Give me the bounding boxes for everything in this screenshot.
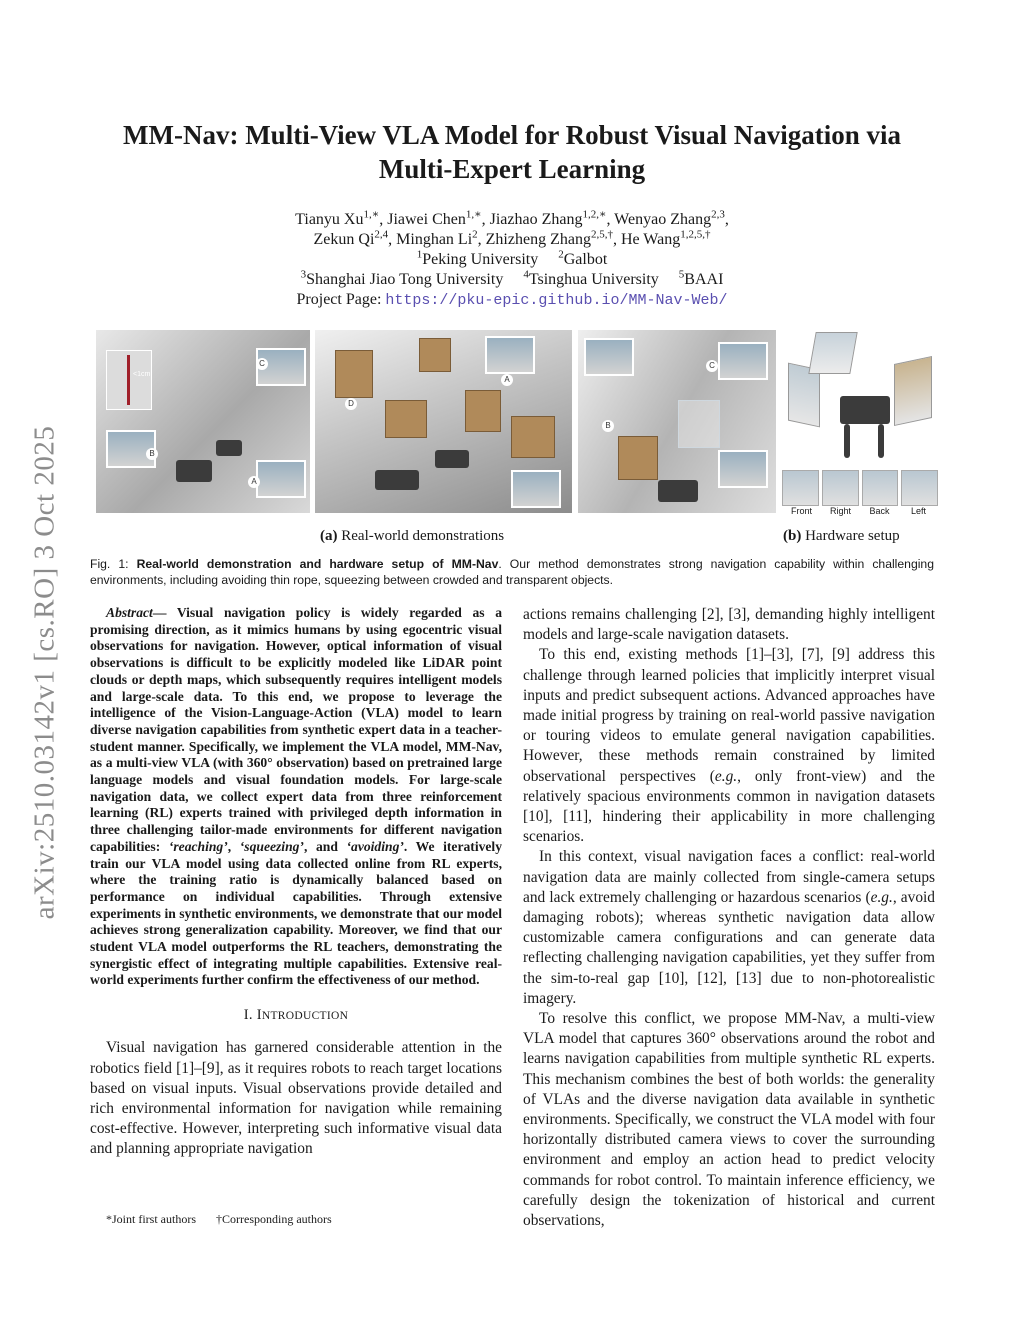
right-column	[523, 605, 935, 1231]
separator: , and	[303, 838, 347, 854]
figure-caption	[90, 556, 934, 588]
author-line-2: Zekun Qi$^{2,4}$, Minghan Li$^2$, Zhizheng Zhang$^{2,5,\dagger}$, He Wang$^{1,2,5,\dagger}$	[313, 228, 711, 248]
subcaption-b	[783, 528, 900, 545]
front-view-image	[782, 470, 819, 506]
inset-label: <1cm	[133, 371, 151, 378]
cam-label-left: Left	[910, 506, 926, 516]
camera-inset	[718, 450, 768, 488]
author-sup: 2,4	[374, 228, 389, 241]
affiliation: Tsinghua University	[528, 271, 659, 288]
author-line-1: Tianyu $Xu^{1,∗}$, Jiawei Chen$^{1,∗}$, Jiazhao Zhang$^{1,2,∗}$, Wenyao Zhang$^{2,3}$,	[295, 208, 729, 228]
demo-photo-transparent-objects	[578, 330, 776, 513]
box-shape	[511, 416, 555, 458]
section-rest: NTRODUCTION	[261, 1010, 349, 1023]
cam-label-back: Back	[869, 506, 890, 516]
right-paragraph-3: To resolve this conflict, we propose MM-Nav, a multi-view VLA model that captures 360° observations around the robot and learns navigation capabilities from multiple synthetic RL experts. This mechanism combines the best of both worlds: the generality of VLAs and the diverse navigation data available in synthetic environments. Specifically, we construct the VLA model with four horizontally distributed camera views to cover the surrounding environment and employ an action head to predict velocity commands for robot control. To maintain inference efficiency, we carefully design the tokenization of historical and current observations,	[523, 1010, 935, 1230]
author-name: Wenyao Zhang	[614, 211, 712, 228]
box-shape	[385, 400, 427, 438]
author-block	[90, 210, 934, 311]
waypoint-tag: C	[706, 360, 718, 372]
robot-leg-shape	[844, 424, 850, 458]
author-name: Tianyu Xu	[295, 211, 364, 228]
author-name: Jiawei Chen	[387, 211, 466, 228]
author-sup: 1,2,∗	[582, 208, 607, 221]
paragraph-text: , avoid damaging robots); whereas synthetic navigation data allow customizable camera configurations and can generate data reflecting challenging navigation capabilities, yet they suffer from the sim-to-real gap [10], [12], [13] due to non-photorealistic imagery.	[523, 888, 936, 1007]
affiliation: BAAI	[684, 271, 724, 288]
author-sup: 1,∗	[363, 208, 380, 221]
figure-1	[96, 330, 938, 520]
section-first-letter: I	[256, 1007, 262, 1024]
caption-prefix: Fig. 1:	[90, 557, 137, 571]
affiliation: Peking University	[422, 251, 539, 268]
affiliation-line-2	[90, 270, 934, 290]
camera-inset	[511, 470, 561, 508]
camera-views-row	[782, 470, 938, 506]
left-column	[90, 605, 502, 1160]
author-sup: 2	[472, 228, 478, 241]
robot-body-shape	[840, 396, 890, 424]
back-view-image	[862, 470, 899, 506]
right-paragraph-2	[523, 847, 935, 1009]
abstract-text: . We iteratively train our VLA model using data collected online from RL experts, where the training ratio is dynamically balanced based on performance on individual capabilities. Through extensive experiments in synthetic environments, we demonstrate that our model achieves strong generalization capability. Moreover, we find that our student VLA model outperforms the RL teachers, demonstrating the synergistic effect of integrating multiple capabilities. Extensive real-world experiments further confirm the effectiveness of our method.	[90, 838, 503, 988]
footnote	[90, 1212, 502, 1227]
subcaption-b-text: Hardware setup	[801, 528, 900, 544]
waypoint-tag: B	[146, 448, 158, 460]
subcaption-a-text: Real-world demonstrations	[337, 528, 505, 544]
project-label: Project Page:	[296, 291, 382, 308]
author-sup: 1,2,5,†	[680, 228, 711, 241]
camera-view-panel	[894, 356, 932, 426]
paragraph-text: , only front-view) and the relatively spacious environments common in navigation datasets [10], [11], hindering their applicability in more challenging scenarios.	[523, 767, 935, 846]
robot-shape	[435, 450, 469, 468]
box-shape	[419, 338, 451, 372]
author-name: Jiazhao Zhang	[489, 211, 583, 228]
title-line-2: Multi-Expert Learning	[378, 154, 646, 184]
section-heading-introduction	[90, 1005, 502, 1026]
affiliation: Galbot	[563, 251, 608, 268]
caption-bold: Real-world demonstration and hardware setup of MM-Nav	[136, 557, 499, 571]
affil-sup: 5	[678, 268, 685, 281]
subcaption-a	[320, 528, 504, 545]
affil-sup: 3	[300, 268, 307, 281]
robot-leg-shape	[878, 424, 884, 458]
arxiv-id: arXiv:2510.03142v1 [cs.RO] 3 Oct 2025	[28, 425, 61, 919]
capability-reaching: ‘reaching’	[168, 838, 228, 854]
author-sup: 2,5,†	[590, 228, 613, 241]
capability-avoiding: ‘avoiding’	[346, 838, 404, 854]
subcaption-b-tag: (b)	[783, 528, 802, 544]
waypoint-tag: C	[256, 358, 268, 370]
project-url-link[interactable]: https://pku-epic.github.io/MM-Nav-Web/	[385, 292, 728, 309]
eg-italic: e.g.	[870, 888, 893, 906]
arxiv-sidebar	[27, 372, 63, 972]
author-name: Zhizheng Zhang	[485, 231, 591, 248]
author-sup: 1,∗	[465, 208, 482, 221]
paragraph-text: In this context, visual navigation faces a conflict: real-world navigation data are mainly collected from single-camera setups and lack extremely challenging or hazardous scenarios (	[523, 848, 935, 906]
paragraph-text: To this end, existing methods [1]–[3], [7], [9] address this challenge through learned policies that implicitly interpret visual inputs and predict subsequent actions. Advanced approaches have made initial progress by training on real-world passive navigation or touring videos to emulate general navigation capabilities. However, these methods remain constrained by limited observational perspectives (	[523, 646, 935, 785]
author-name: He Wang	[620, 231, 681, 248]
author-name: Minghan Li	[396, 231, 473, 248]
robot-shape	[216, 440, 242, 456]
separator: ,	[227, 838, 240, 854]
abstract	[90, 605, 502, 989]
paper-title	[90, 118, 934, 186]
rope-shape	[127, 355, 130, 405]
camera-view-panel	[808, 332, 857, 374]
demo-photo-thin-rope	[96, 330, 310, 513]
intro-paragraph-1: Visual navigation has garnered considerable attention in the robotics field [1]–[9], as it requires robots to reach target locations based on visual inputs. Visual observations provide detailed and rich environmental information for navigation while remaining cost-effective. However, interpreting such informative visual data and planning appropriate navigation	[90, 1039, 502, 1158]
demo-photo-crowded-boxes	[315, 330, 572, 513]
camera-labels	[782, 506, 938, 516]
robot-shape	[375, 470, 419, 490]
subcaption-a-tag: (a)	[320, 528, 338, 544]
title-line-1: MM-Nav: Multi-View VLA Model for Robust Visual Navigation via	[123, 120, 901, 150]
waypoint-tag: A	[248, 476, 260, 488]
capability-squeezing: ‘squeezing’	[239, 838, 304, 854]
abstract-label: Abstract	[106, 605, 153, 620]
author-name: Zekun Qi	[313, 231, 375, 248]
left-view-image	[901, 470, 938, 506]
section-number: I.	[243, 1007, 257, 1024]
transparent-object-shape	[678, 400, 720, 448]
abstract-text: Visual navigation policy is widely regarded as a promising direction, as it mimics humans by using egocentric visual observations for navigation. However, optical information of visual observations is difficult to be explicitly modeled like LiDAR point clouds or depth maps, which subsequently requires intelligent models and large-scale data. To this end, we propose to leverage the intelligence of the Vision-Language-Action (VLA) model to learn diverse navigation capabilities from synthetic expert data in a teacher-student manner. Specifically, we implement the VLA model, MM-Nav, as a multi-view VLA (with 360° observation) based on pretrained large language models and visual foundation models. For large-scale navigation data, we collect expert data from three reinforcement learning (RL) experts trained with privileged depth information in three challenging tailor-made environments for different navigation capabilities:	[90, 605, 502, 854]
cam-label-front: Front	[790, 506, 812, 516]
robot-shape	[176, 460, 212, 482]
camera-inset	[584, 338, 634, 376]
author-sup: 2,3	[711, 208, 725, 221]
affiliation: Shanghai Jiao Tong University	[306, 271, 504, 288]
eg-italic: e.g.	[714, 767, 738, 785]
right-view-image	[822, 470, 859, 506]
affil-sup: 2	[558, 248, 564, 261]
affiliation-line-1	[90, 250, 934, 270]
affil-sup: 1	[416, 248, 423, 261]
abstract-dash: —	[152, 605, 177, 620]
footnote-joint-first: *Joint first authors	[106, 1212, 196, 1226]
waypoint-tag: A	[501, 374, 513, 386]
caption-rest: . Our method demonstrates strong navigation capability within challenging environments, including avoiding thin rope, squeezing between crowded and transparent objects.	[90, 557, 934, 587]
footnote-corresponding: †Corresponding authors	[216, 1212, 332, 1226]
right-paragraph-1	[523, 645, 935, 847]
waypoint-tag: B	[602, 420, 614, 432]
box-shape	[335, 350, 373, 398]
robot-shape	[658, 480, 698, 502]
camera-inset	[256, 460, 306, 498]
box-shape	[618, 436, 658, 480]
project-page	[90, 290, 934, 311]
hardware-setup	[782, 330, 938, 520]
waypoint-tag: D	[345, 398, 357, 410]
affil-sup: 4	[523, 268, 529, 281]
camera-inset	[485, 336, 535, 374]
zoom-inset	[106, 350, 152, 410]
box-shape	[465, 390, 501, 432]
camera-inset	[718, 342, 768, 380]
cam-label-right: Right	[829, 506, 851, 516]
right-paragraph-0: actions remains challenging [2], [3], demanding highly intelligent models and large-scale navigation datasets.	[523, 606, 935, 644]
